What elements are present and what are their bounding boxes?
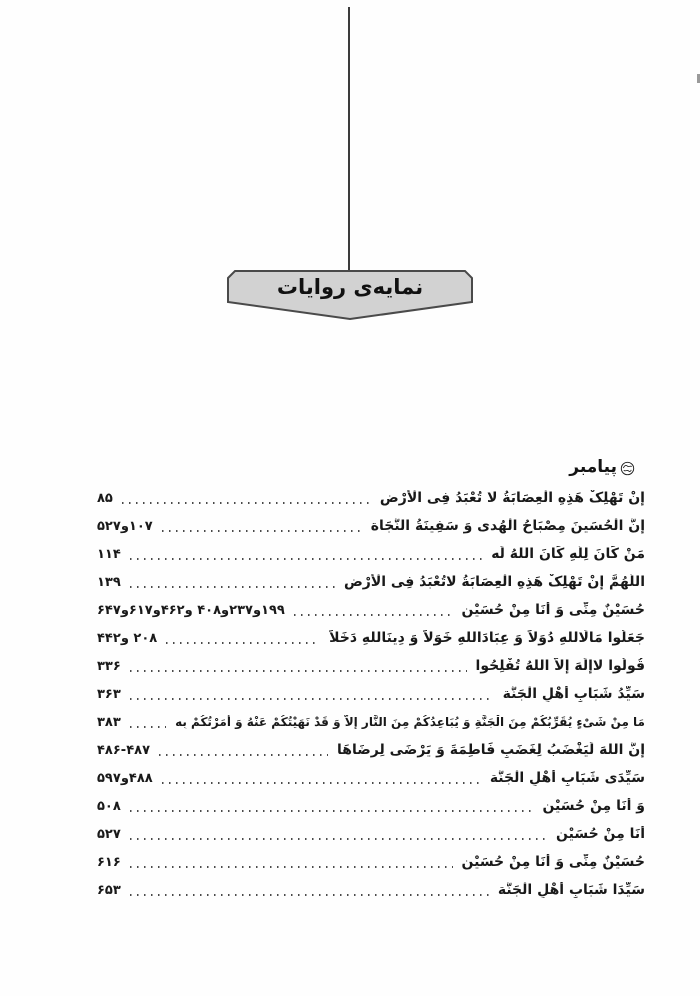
entry-text: قُولُوا لاإِلَهَ إِلاَّ اللهُ تُفْلِحُوا: [475, 658, 645, 674]
index-entry: [97, 848, 645, 876]
dot-leader: [294, 614, 453, 616]
index-entry: [97, 540, 645, 568]
dot-leader: [162, 530, 362, 532]
dot-leader: [130, 894, 489, 896]
entry-text: إِنْ تَهْلِکْ هَذِهِ الْعِصَابَةُ لا تُعْبَدُ فِی الْأَرْض: [379, 490, 645, 506]
entry-pages: ۳۸۳: [97, 714, 121, 730]
banner-title: نمایه‌ی روایات: [276, 275, 424, 299]
entry-pages: ۶۱۶: [97, 854, 121, 870]
entry-text: حُسَیْنٌ مِنِّی وَ أَنَا مِنْ حُسَیْن: [461, 602, 645, 618]
entry-pages: ۱۹۹و۲۳۷و۴۰۸ و۴۶۲و۶۱۷و۶۴۷: [97, 602, 285, 618]
index-entry: [97, 624, 645, 652]
dot-leader: [130, 670, 467, 672]
pbuh-seal-icon: [620, 461, 635, 476]
entry-pages: ۳۳۶: [97, 658, 121, 674]
entry-pages: ۱۳۹: [97, 574, 121, 590]
index-entry: [97, 652, 645, 680]
index-entry: [97, 876, 645, 904]
entry-text: أَنَا مِنْ حُسَیْن: [556, 826, 645, 842]
entry-text: مَا مِنْ شَیْءٍ یُقَرِّبُکُمْ مِنَ الْجَنَّةِ وَ یُبَاعِدُکُمْ مِنَ النَّارِ إِلاَّ وَ قَدْ نَهَیْتُکُمْ عَنْهُ وَ أَمَرْتُکُمْ بِه: [175, 715, 645, 729]
entry-text: سَیِّدُ شَبَابِ أَهْلِ الْجَنَّة: [502, 686, 645, 702]
banner-stem-line: [348, 7, 350, 272]
dot-leader: [122, 502, 371, 504]
dot-leader: [130, 558, 482, 560]
entry-text: إِنَّ الْحُسَینَ مِصْبَاحُ الْهُدی وَ سَفِینَةُ النَّجَاة: [370, 518, 645, 534]
dot-leader: [130, 726, 166, 728]
section-heading-label: پیامبر: [569, 457, 617, 477]
entry-text: حُسَیْنٌ مِنِّی وَ أَنَا مِنْ حُسَیْن: [461, 854, 645, 870]
index-entry: [97, 680, 645, 708]
index-entry: [97, 568, 645, 596]
index-entry: [97, 736, 645, 764]
entry-pages: ۱۰۷و۵۲۷: [97, 518, 153, 534]
dot-leader: [130, 698, 494, 700]
entry-text: سَیِّدَا شَبَابِ أَهْلِ الْجَنَّة: [497, 882, 645, 898]
dot-leader: [162, 782, 481, 784]
dot-leader: [159, 754, 328, 756]
entry-pages: ۴۸۶-۴۸۷: [97, 742, 151, 758]
dot-leader: [130, 838, 547, 840]
section-heading-prophet: [55, 452, 645, 482]
entry-text: جَعَلُوا مَالَاللهِ دُوَلاً وَ عِبَادَاللهِ خَوَلاً وَ دِینَاللهِ دَخَلاً: [329, 630, 645, 646]
entry-text: سَیِّدَی شَبَابِ أَهْلِ الْجَنَّة: [489, 770, 645, 786]
index-entry: [97, 708, 645, 736]
dot-leader: [130, 586, 335, 588]
entry-text: اللّهُمَّ إِنْ تَهْلِکْ هَذِهِ الْعِصَابَةُ لاتُعْبَدُ فِی الْأَرْض: [343, 574, 645, 590]
entry-text: مَنْ کَانَ لِلّهِ کَانَ اللهُ لَه: [491, 546, 645, 562]
dot-leader: [166, 642, 320, 644]
entry-pages: ۱۱۴: [97, 546, 121, 562]
entry-pages: ۳۶۳: [97, 686, 121, 702]
index-entry: [97, 596, 645, 624]
entry-pages: ۵۲۷: [97, 826, 121, 842]
entry-text: وَ أَنَا مِنْ حُسَیْن: [542, 798, 645, 814]
index-entry: [97, 792, 645, 820]
entry-pages: ۴۸۸و۵۹۷: [97, 770, 153, 786]
entry-pages: ۵۰۸: [97, 798, 121, 814]
index-entry: [97, 820, 645, 848]
dot-leader: [130, 810, 534, 812]
index-entry: [97, 764, 645, 792]
index-entry: [97, 484, 645, 512]
dot-leader: [130, 866, 453, 868]
entry-text: إِنَّ اللهَ لَیَغْضَبُ لِغَضَبِ فَاطِمَةَ وَ یَرْضَی لِرِضَاهَا: [337, 742, 645, 758]
entries-list: [97, 484, 645, 904]
entry-pages: ۶۵۳: [97, 882, 121, 898]
section-banner: [228, 271, 472, 319]
entry-pages: ۸۵: [97, 490, 113, 506]
index-entry: [97, 512, 645, 540]
entry-pages: ۲۰۸ و۴۴۲: [97, 630, 158, 646]
